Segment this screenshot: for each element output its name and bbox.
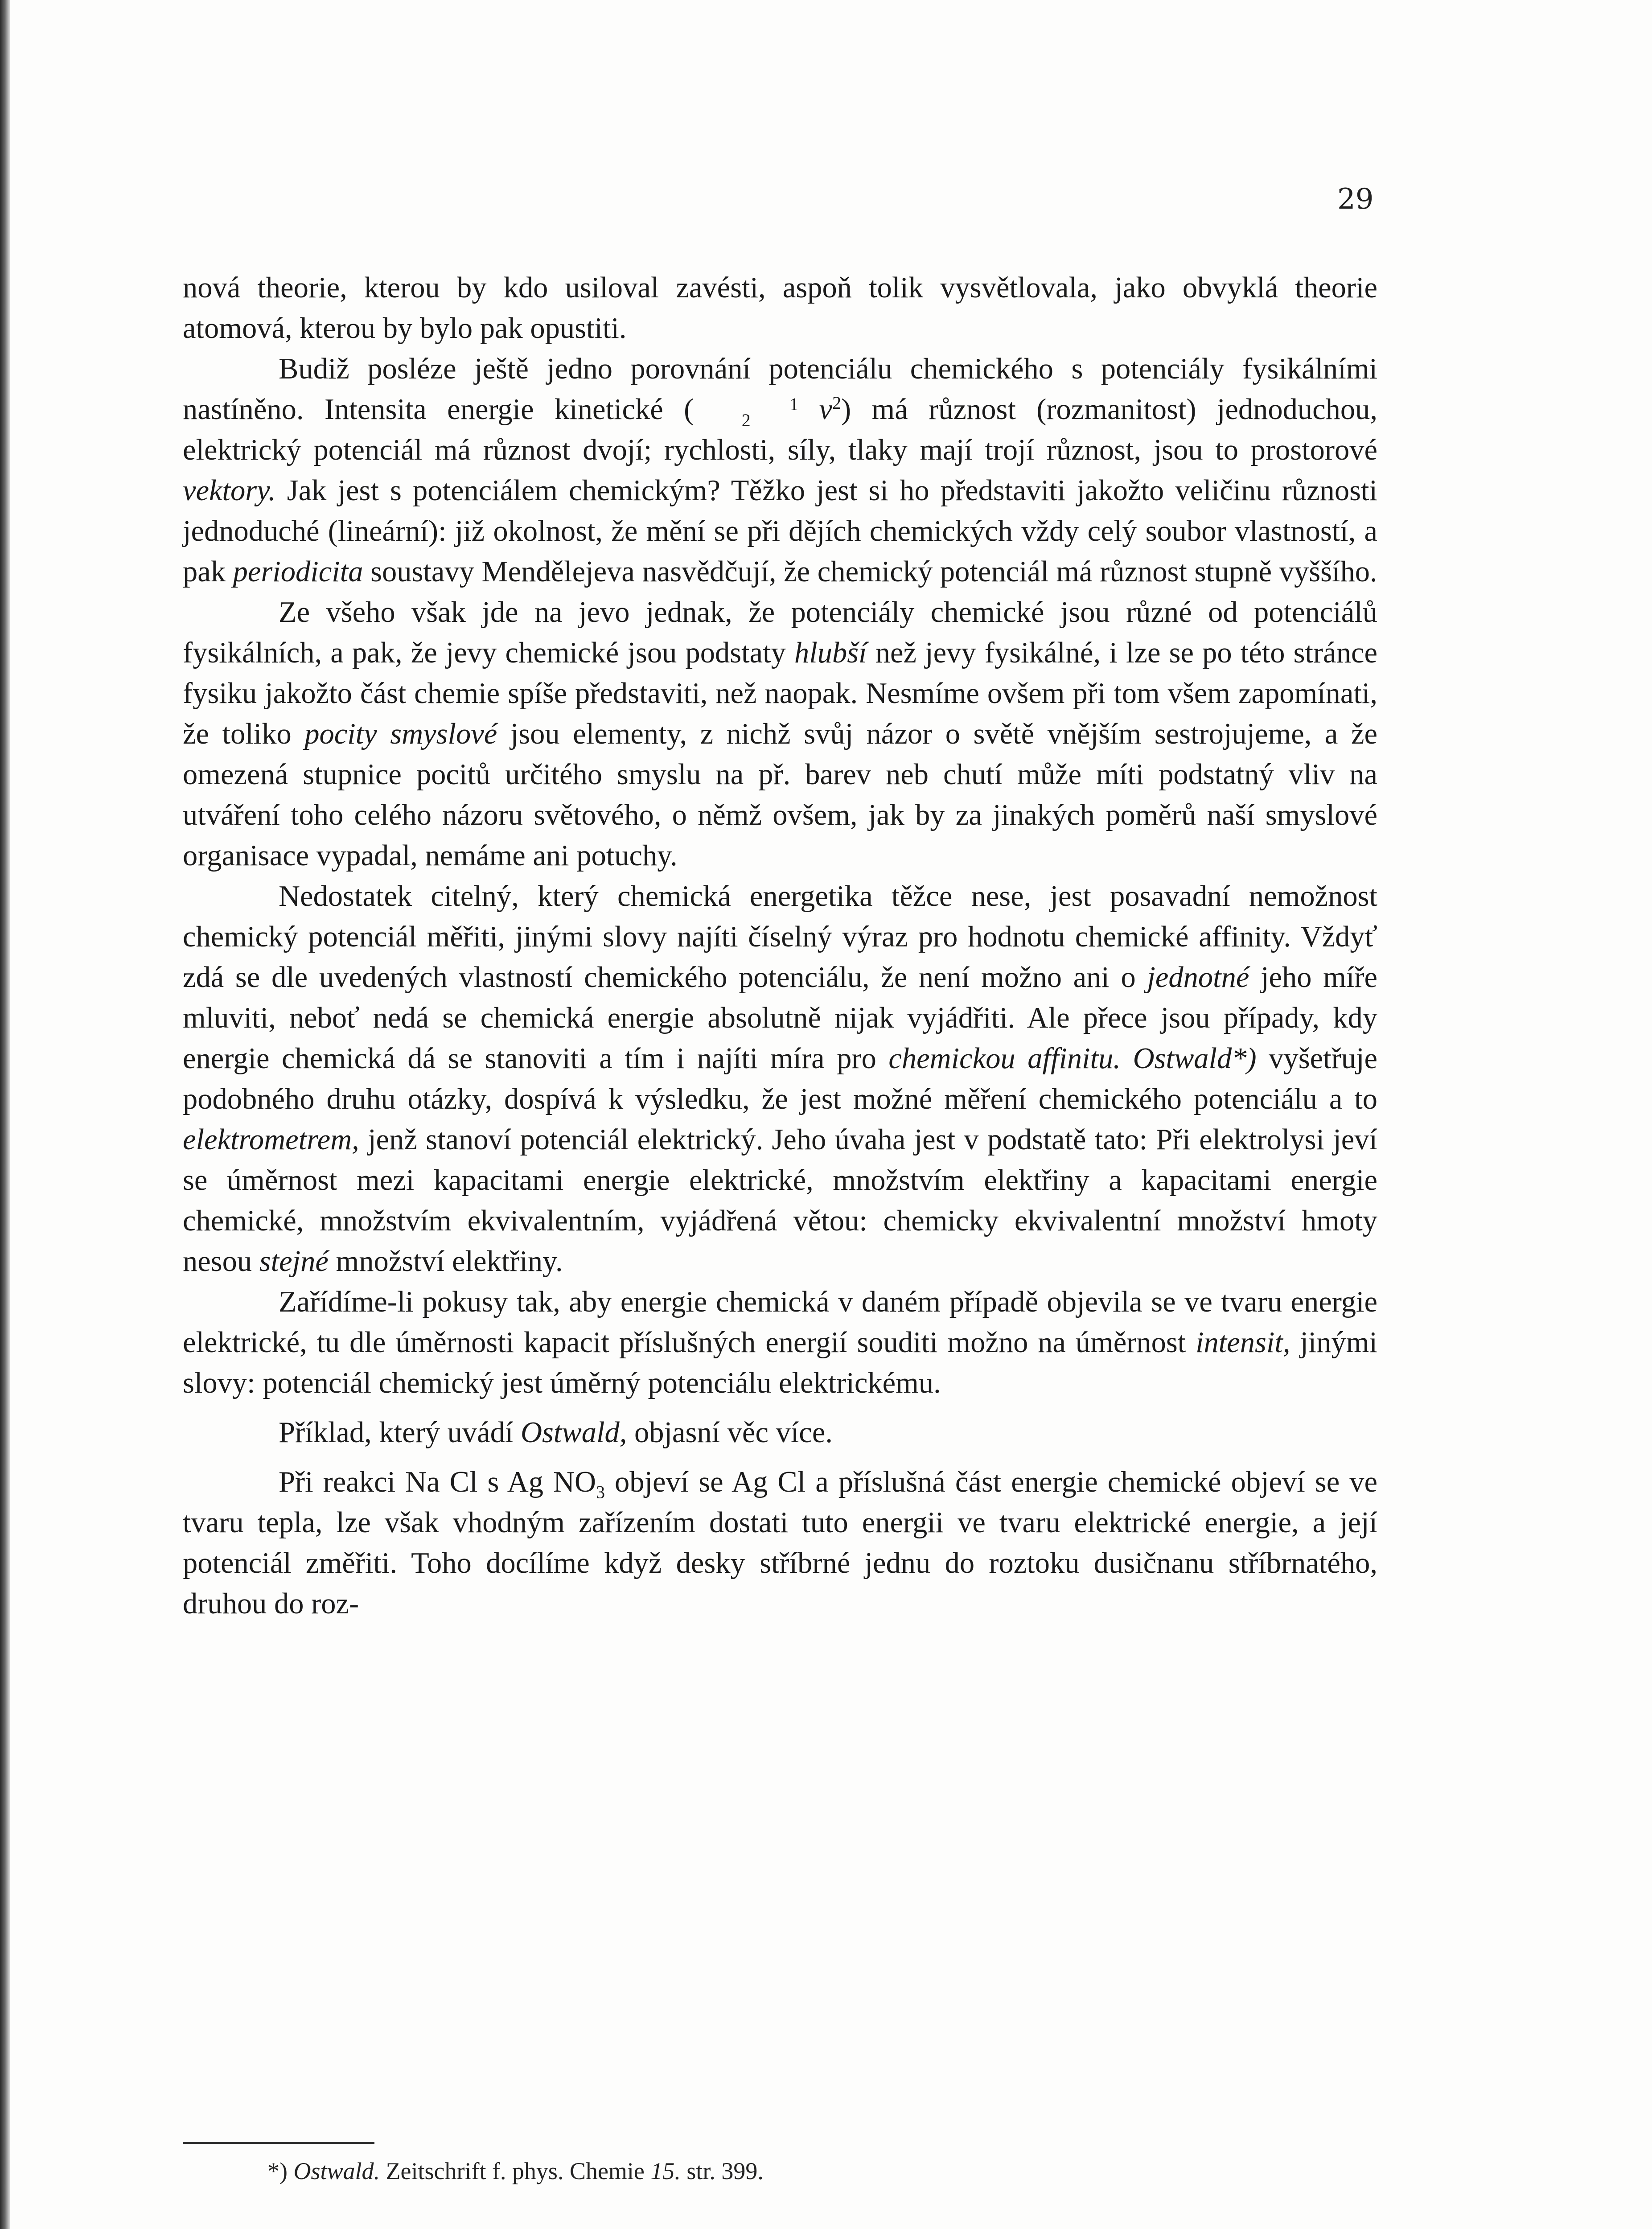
paragraph-6: Příklad, který uvádí Ostwald, objasní věc více.	[279, 1416, 833, 1449]
paragraph-4: Nedostatek citelný, který chemická energetika těžce nese, jest posavadní nemožnost chemický potenciál měřiti, jinými slovy najíti číselný výraz pro hodnotu chemické affinity. Vždyť zdá se dle uvedených vlastností chemického potenciálu, že není možno ani o jednotné jeho míře mluviti, neboť nedá se chemická energie absolutně nijak vyjádřiti. Ale přece jsou případy, kdy energie chemická dá se stanoviti a tím i najíti míra pro chemickou affinitu. Ostwald*) vyšetřuje podobného druhu otázky, dospívá k výsledku, že jest možné měření chemického potenciálu a to elektrometrem, jenž stanoví potenciál elektrický. Jeho úvaha jest v podstatě tato: Při elektrolysi jeví se úměrnost mezi kapacitami energie elektrické, množstvím elektřiny a kapacitami energie chemické, množstvím ekvivalentním, vyjádřená větou: chemicky ekvivalentní množství hmoty nesou stejné množství elektřiny.	[183, 880, 1377, 1278]
scan-edge	[0, 0, 10, 2229]
paragraph-2: Budiž posléze ještě jedno porovnání potenciálu chemického s potenciály fysikálními nastíněno. Intensita energie kinetické ( 1 2 $v^2$) má různost (rozmanitost) jednoduchou, elektrický potenciál má různost dvojí; rychlosti, síly, tlaky mají trojí různost, jsou to prostorové vektory. Jak jest s potenciálem chemickým? Těžko jest si ho představiti jakožto veličinu různosti jednoduché (lineární): již okolnost, že mění se při dějích chemických vždy celý soubor vlastností, a pak periodicita soustavy Mendělejeva nasvědčují, že chemický potenciál má různost stupně vyššího.	[183, 353, 1377, 588]
paragraph-1: nová theorie, kterou by kdo usiloval zavésti, aspoň tolik vysvětlovala, jako obvyklá theorie atomová, kterou by bylo pak opustiti.	[183, 271, 1377, 345]
paragraph-7: Při reakci Na Cl s Ag $NO_3$ objeví se Ag Cl a příslušná část energie chemické objeví se ve tvaru tepla, lze však vhodným zařízením dostati tuto energii ve tvaru elektrické energie, a její potenciál změřiti. Toho docílíme když desky stříbrné jednu do roztoku dusičnanu stříbrnatého, druhou do roz-	[183, 1466, 1377, 1620]
paragraph-3: Ze všeho však jde na jevo jednak, že potenciály chemické jsou různé od potenciálů fysikálních, a pak, že jevy chemické jsou podstaty hlubší než jevy fysikálné, i lze se po této stránce fysiku jakožto část chemie spíše představiti, než naopak. Nesmíme ovšem při tom všem zapomínati, že toliko pocity smyslové jsou elementy, z nichž svůj názor o světě vnějším sestrojujeme, a že omezená stupnice pocitů určitého smyslu na př. barev neb chutí může míti podstatný vliv na utváření toho celého názoru světového, o němž ovšem, jak by za jinakých poměrů naší smyslové organisace vypadal, nemáme ani potuchy.	[183, 596, 1377, 872]
paragraph-5: Zařídíme-li pokusy tak, aby energie chemická v daném případě objevila se ve tvaru energie elektrické, tu dle úměrnosti kapacit příslušných energií souditi možno na úměrnost intensit, jinými slovy: potenciál chemický jest úměrný potenciálu elektrickému.	[183, 1286, 1377, 1399]
page-number: 29	[1337, 183, 1374, 216]
footnote: *) Ostwald. Zeitschrift f. phys. Chemie 15. str. 399.	[267, 2158, 764, 2184]
body-text	[183, 267, 1377, 1624]
footnote-rule	[183, 2142, 374, 2144]
fraction-one-half: 1 2	[741, 394, 799, 430]
